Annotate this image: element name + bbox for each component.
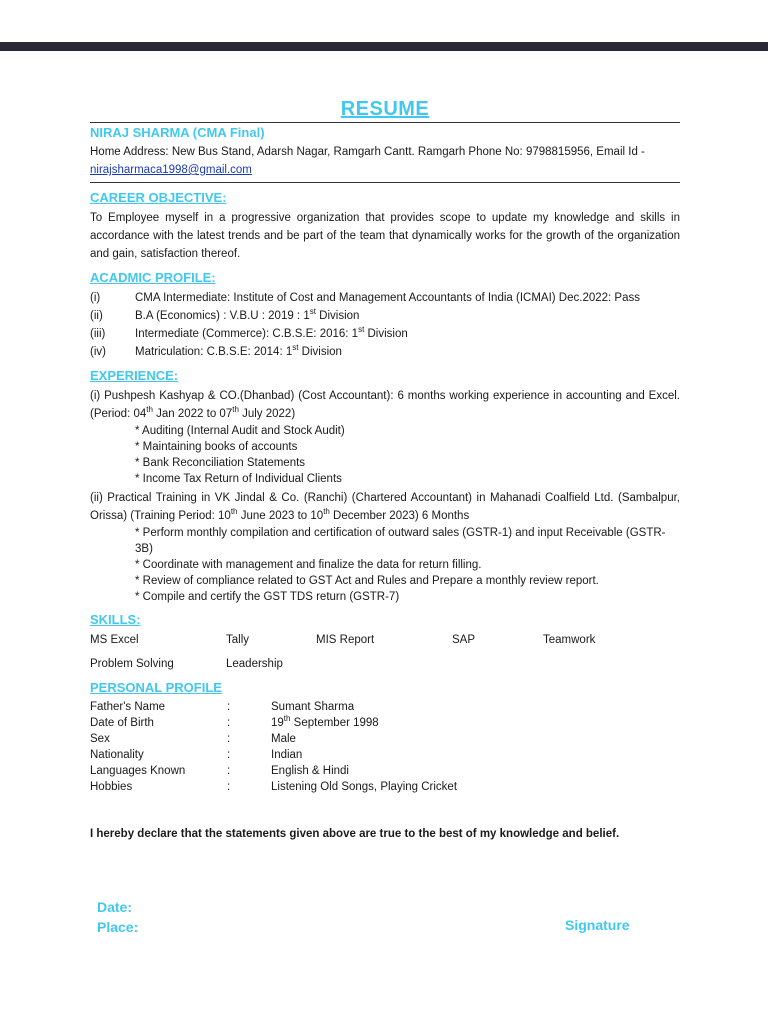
list-item: * Perform monthly compilation and certification of outward sales (GSTR-1) and input Receivable (GSTR- 3B) (135, 527, 666, 555)
page-title: RESUME (340, 98, 430, 120)
resume-document (90, 100, 680, 843)
academic-list (90, 289, 680, 361)
personal-row: Nationality : Indian (90, 749, 303, 761)
personal-row: Hobbies : Listening Old Songs, Playing Cricket (90, 781, 458, 793)
list-item: * Coordinate with management and finalize the data for return filling. (135, 559, 482, 571)
personal-row: Date of Birth : 19th September 1998 (90, 714, 379, 729)
declaration-text: I hereby declare that the statements given above are true to the best of my knowledge and belief. (90, 828, 620, 840)
skill-item: Tally (226, 634, 250, 646)
academic-item: (i) CMA Intermediate: Institute of Cost and Management Accountants of India (ICMAI) Dec.2022: Pass (90, 292, 640, 304)
personal-row: Father's Name : Sumant Sharma (90, 701, 355, 713)
section-heading-skills: SKILLS: (90, 612, 141, 627)
section-heading-experience: EXPERIENCE: (90, 368, 179, 383)
address-text: Home Address: New Bus Stand, Adarsh Nagar, Ramgarh Cantt. Ramgarh Phone No: 9798815956, Email Id - (90, 146, 645, 158)
skill-item: Problem Solving (90, 658, 174, 670)
divider (90, 182, 680, 183)
academic-item: (iv) Matriculation: C.B.S.E: 2014: 1st Division (90, 343, 342, 358)
email-link[interactable]: nirajsharmaca1998@gmail.com (90, 164, 252, 176)
list-item: * Auditing (Internal Audit and Stock Audit) (135, 425, 345, 437)
skill-item: MIS Report (316, 634, 375, 646)
section-heading-academic: ACADMIC PROFILE: (90, 270, 216, 285)
job-1-duties (90, 423, 680, 487)
list-item: * Bank Reconciliation Statements (135, 457, 306, 469)
place-label: Place: (97, 919, 139, 935)
divider (90, 122, 680, 123)
skill-item: Leadership (226, 658, 283, 670)
personal-profile-table (90, 699, 680, 795)
job-2-duties (90, 525, 680, 605)
section-heading-career: CAREER OBJECTIVE: (90, 190, 227, 205)
date-place-block (97, 897, 138, 937)
skill-item: SAP (452, 634, 476, 646)
list-item: * Maintaining books of accounts (135, 441, 298, 453)
academic-item: (iii) Intermediate (Commerce): C.B.S.E: 2016: 1st Division (90, 325, 408, 340)
personal-row: Languages Known : English & Hindi (90, 765, 349, 777)
academic-item: (ii) B.A (Economics) : V.B.U : 2019 : 1st Division (90, 307, 360, 322)
list-item: * Compile and certify the GST TDS return (GSTR-7) (135, 591, 400, 603)
personal-row: Sex : Male (90, 733, 296, 745)
skill-item: MS Excel (90, 634, 139, 646)
experience-job-1: (i) Pushpesh Kashyap & CO.(Dhanbad) (Cost Accountant): 6 months working experience in accounting and Excel. (Period: 04th Jan 2022 to 07th July 2022) (90, 390, 680, 420)
section-heading-personal: PERSONAL PROFILE (90, 680, 222, 695)
top-border-bar (0, 42, 768, 51)
skill-item: Teamwork (543, 634, 596, 646)
candidate-name: NIRAJ SHARMA (CMA Final) (90, 125, 265, 140)
skills-list (90, 631, 680, 673)
career-objective-text: To Employee myself in a progressive organization that provides scope to update my knowledge and skills in accordance with the latest trends and be part of the team that dynamically works for the growth of the organization and gain, satisfaction thereof. (90, 212, 680, 260)
signature-label: Signature (565, 917, 630, 933)
experience-job-2: (ii) Practical Training in VK Jindal & Co. (Ranchi) (Chartered Accountant) in Mahanadi Coalfield Ltd. (Sambalpur, Orissa) (Training Period: 10th June 2023 to 10th December 2023) 6 Months (90, 492, 680, 522)
contact-info (90, 143, 680, 179)
date-label: Date: (97, 899, 133, 915)
list-item: * Review of compliance related to GST Act and Rules and Prepare a monthly review report. (135, 575, 599, 587)
list-item: * Income Tax Return of Individual Clients (135, 473, 342, 485)
